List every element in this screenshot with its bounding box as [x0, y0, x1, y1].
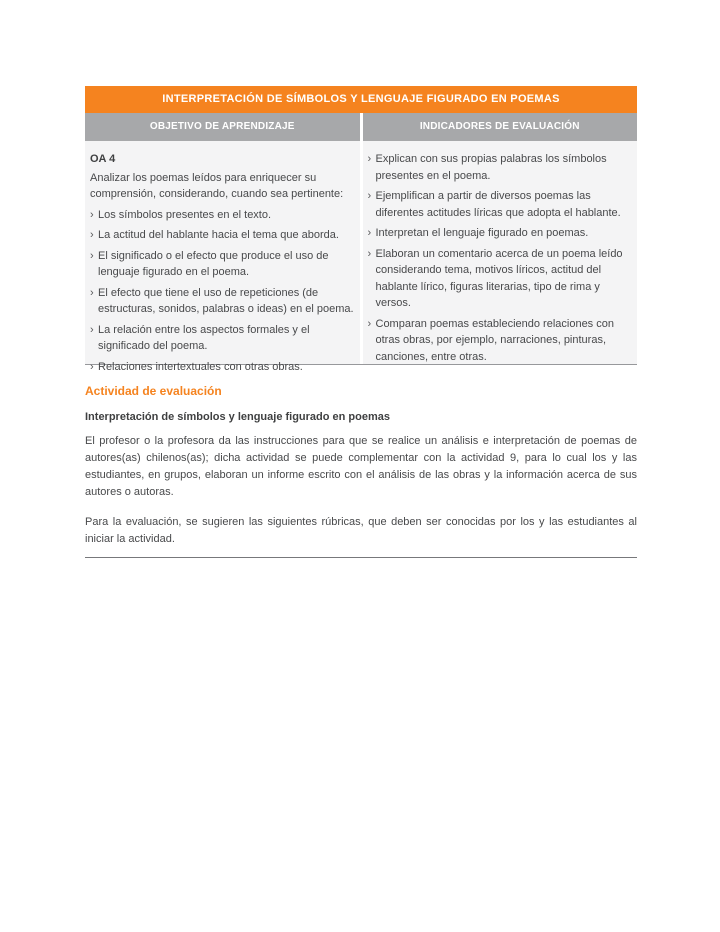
indicators-column [363, 141, 638, 364]
bullet-text: La relación entre los aspectos formales y el significado del poema. [98, 323, 310, 352]
oa-table [85, 86, 637, 373]
bullet-glyph: › [90, 249, 94, 262]
oa-code: OA 4 [90, 153, 116, 165]
bullet-glyph: › [367, 247, 372, 260]
bullet-text: Comparan poemas estableciendo relaciones con otras obras, por ejemplo, narraciones, pinturas, canciones, entre otras. [375, 317, 614, 363]
bullet-glyph: › [90, 286, 94, 299]
bullet-text: Explican con sus propias palabras los símbolos presentes en el poema. [375, 153, 607, 182]
bullet-text: Elaboran un comentario acerca de un poema leído considerando tema, motivos líricos, actitud del hablante lírico, figuras literarias, tipo de rima y versos. [375, 247, 623, 309]
column-header-objetivo: OBJETIVO DE APRENDIZAJE [85, 113, 360, 141]
bullet-item [368, 225, 633, 242]
bullet-item [368, 246, 633, 312]
bullet-glyph: › [90, 229, 94, 241]
bullet-text: El efecto que tiene el uso de repeticiones (de estructuras, sonidos, palabras o ideas) en el poema. [98, 286, 354, 315]
table-column-headers [85, 113, 637, 141]
bullet-glyph: › [90, 360, 94, 373]
bullet-text: Interpretan el lenguaje figurado en poemas. [375, 227, 589, 239]
bullet-item [368, 316, 633, 366]
objective-bullet-list [90, 207, 355, 376]
bullet-text: Ejemplifican a partir de diversos poemas las diferentes actitudes líricas que adopta el hablante. [375, 190, 621, 219]
bullet-glyph: › [90, 208, 94, 221]
bullet-glyph: › [90, 323, 94, 336]
bullet-item [90, 248, 355, 281]
oa-intro-text: Analizar los poemas leídos para enriquecer su comprensión, considerando, cuando sea pertinente: [90, 171, 344, 200]
activity-paragraph: El profesor o la profesora da las instrucciones para que se realice un análisis e interpretación de poemas de autores(as) chilenos(as); dicha actividad se puede complementar con la actividad 9, para lo cual los y las estudiantes, en grupos, elaboran un informe escrito con el análisis de las obras y la información acerca de sus autores o autoras. [85, 435, 637, 498]
lesson-document [85, 86, 637, 558]
activity-paragraph: Para la evaluación, se sugieren las siguientes rúbricas, que deben ser conocidas por los y las estudiantes al iniciar la actividad. [85, 516, 637, 545]
objective-column [85, 141, 360, 373]
bullet-glyph: › [367, 317, 372, 330]
bullet-item [368, 151, 633, 184]
activity-heading: Actividad de evaluación [85, 384, 222, 398]
indicators-bullet-list [368, 151, 633, 365]
bullet-text: Los símbolos presentes en el texto. [98, 208, 272, 221]
bullet-text: La actitud del hablante hacia el tema que aborda. [98, 229, 339, 241]
bullet-text: El significado o el efecto que produce el uso de lenguaje figurado en el poema. [98, 249, 329, 278]
bullet-glyph: › [367, 153, 372, 165]
table-body [85, 141, 637, 373]
bullet-item [90, 227, 355, 244]
bullet-item [90, 285, 355, 318]
activity-section [85, 384, 637, 558]
bullet-text: Relaciones intertextuales con otras obras. [98, 360, 303, 373]
activity-subtitle: Interpretación de símbolos y lenguaje figurado en poemas [85, 411, 391, 423]
bullet-item [90, 359, 355, 376]
bullet-glyph: › [367, 190, 372, 202]
table-title-bar: INTERPRETACIÓN DE SÍMBOLOS Y LENGUAJE FIGURADO EN POEMAS [85, 86, 637, 113]
column-header-indicadores: INDICADORES DE EVALUACIÓN [363, 113, 638, 141]
bullet-glyph: › [367, 227, 372, 239]
bullet-item [90, 322, 355, 355]
bullet-item [90, 207, 355, 224]
bullet-item [368, 188, 633, 221]
section-divider [85, 557, 637, 558]
